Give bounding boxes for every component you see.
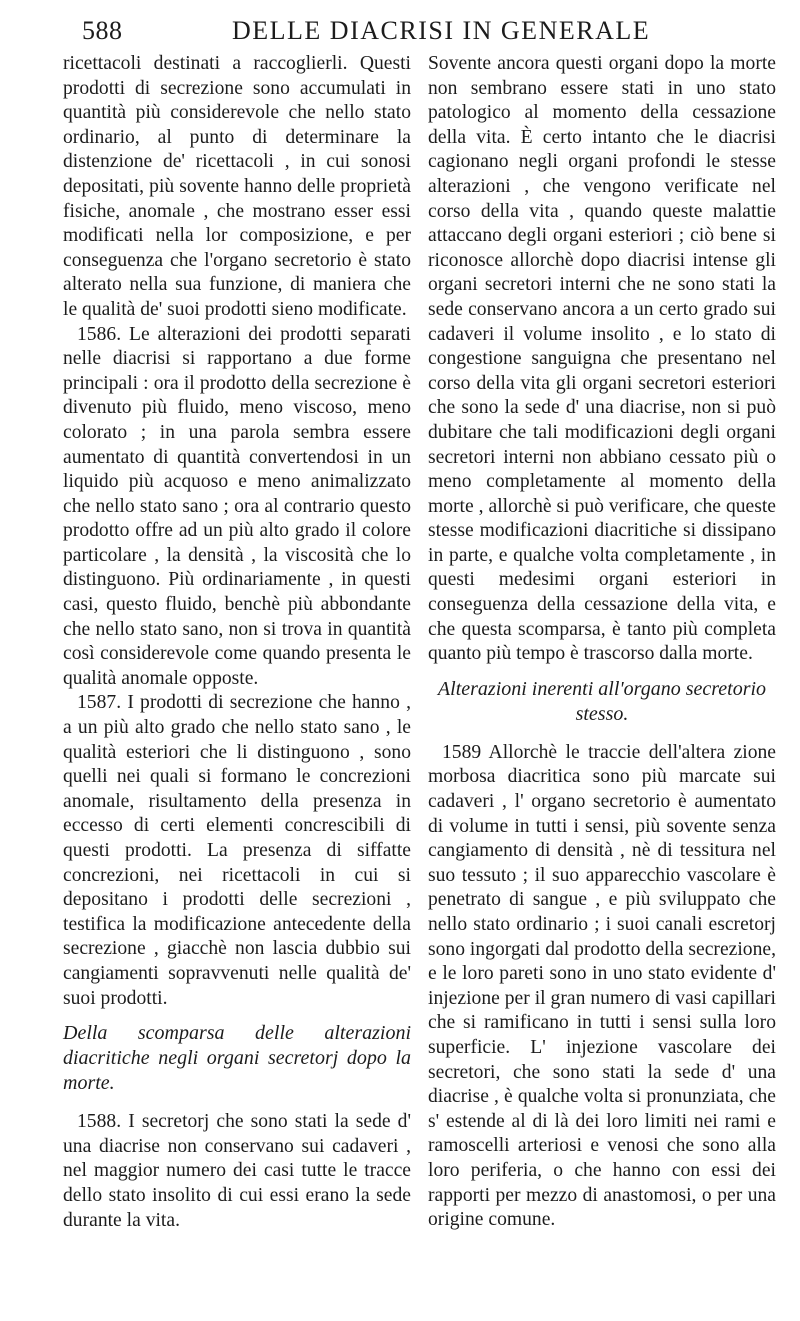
paragraph-number: 1587. bbox=[77, 692, 122, 714]
paragraph-1588 bbox=[63, 1110, 411, 1233]
paragraph-text: I secretorj che sono stati la sede d' una diacrise non conservano sui cadaveri , nel maggior numero dei casi tutte le tracce dello stato insolito di cui essi erano la sede durante la vita. bbox=[63, 1111, 412, 1231]
paragraph-text: I prodotti di secrezione che hanno , a un più alto grado che nello stato sano , le qualità esteriori che li distinguono , sono quelli nei quali si formano le concrezioni anomale, risultamento della presenza in eccesso di certi elementi concrescibili di questi prodotti. La presenza di siffatte concrezioni, nei ricettacoli in cui si depositano i prodotti delle secrezioni , testifica la modificazione antecedente della secrezione , giacchè non lascia dubbio sui cangiamenti sopravvenuti nelle qualità de' suoi prodotti. bbox=[63, 692, 412, 1009]
paragraph-1586 bbox=[63, 323, 411, 692]
paragraph-number: 1588. bbox=[77, 1111, 122, 1133]
paragraph-number: 1586. bbox=[77, 323, 122, 345]
paragraph-text: Allorchè le traccie dell'altera zione morbosa diacritica sono più marcate sui cadaveri , l' organo secretorio è aumentato di volume in tutti i sensi, più sovente senza cangiamento di densità , nè di tessitura nel suo tessuto ; il suo apparecchio vascolare è penetrato di sangue , e più sviluppato che nello stato ordinario ; i suoi canali escretorj sono ingorgati dal prodotto della secrezione, e le loro pareti sono in uno stato evidente d' injezione per il gran numero di vasi capillari che si ramificano in tutti i sensi sulla loro superficie. L' injezione vascolare dei secretori, che sono stati la sede d' una diacrise , è qualche volta si pronunziata, che s' estende al di là dei loro limiti nei rami e ramoscelli arteriosi e venosi che sono alla loro periferia, o che hanno con essi dei rapporti per mezzo di anastomosi, o per una origine comune. bbox=[428, 741, 776, 1231]
page-number: 588 bbox=[82, 16, 123, 45]
left-column bbox=[63, 52, 411, 1233]
running-header bbox=[72, 10, 760, 50]
paragraph-1587 bbox=[63, 691, 411, 1011]
right-column bbox=[428, 52, 776, 1233]
paragraph-text: Le alterazioni dei prodotti separati nelle diacrisi si rapportano a due forme principali : ora il prodotto della secrezione è divenuto più fluido, meno viscoso, meno colorato ; in una parola sembra essere aumentato di quantità convertendosi in un liquido più acquoso e meno animalizzato che nello stato sano ; ora al contrario questo prodotto offre ad un più alto grado il colore particolare , la densità , la viscosità che lo distinguono. Più ordinariamente , in questi casi, questo fluido, benchè più abbondante che nello stato sano, non si trova in quantità così considerevole come quando presenta le qualità anomale opposte. bbox=[63, 323, 411, 689]
section-heading-alterazioni: Alterazioni inerenti all'organo secretorio stesso. bbox=[437, 677, 767, 725]
paragraph-continuation-right: Sovente ancora questi organi dopo la morte non sembrano essere stati in uno stato patologico al momento della cessazione della vita. È certo intanto che le diacrisi cagionano negli organi profondi le stesse alterazioni , che vengono verificate nel corso della vita , quando queste malattie attaccano degli organi esteriori ; ciò bene si riconosce allorchè dopo diacrisi intense gli organi secretori interni che ne sono stati la sede conservano ancora a un certo grado sui cadaveri il volume insolito , e lo stato di congestione sanguigna che presentano nel corso della vita gli organi secretori esteriori che sono la sede d' una diacrise, non si può dubitare che tali modificazioni degli organi secretori interni non abbiano cessato più o meno completamente al momento della morte , allorchè si può verificare, che queste stesse modificazioni diacritiche si dissipano in parte, e qualche volta completamente , in questi medesimi organi esteriori in conseguenza della cessazione della vita, e che questa scomparsa, è tanto più completa quanto più tempo è trascorso dalla morte. bbox=[428, 53, 776, 665]
running-title: DELLE DIACRISI IN GENERALE bbox=[232, 16, 651, 45]
paragraph-number: 1589 bbox=[442, 741, 482, 763]
section-heading-scomparsa: Della scomparsa delle alterazioni diacritiche negli organi secretorj dopo la morte. bbox=[63, 1022, 411, 1095]
paragraph-continuation-left: ricettacoli destinati a raccoglierli. Questi prodotti di secrezione sono accumulati in quantità più considerevole che nello stato ordinario, al punto di determinare la distenzione de' ricettacoli , in cui sonosi depositati, più sovente hanno delle proprietà fisiche, anomale , che mostrano esser essi modificati nella lor composizione, e per conseguenza che l'organo secretorio è stato alterato nella sua funzione, di maniera che le qualità de' suoi prodotti sieno modificate. bbox=[63, 53, 411, 320]
paragraph-1589 bbox=[428, 741, 776, 1233]
